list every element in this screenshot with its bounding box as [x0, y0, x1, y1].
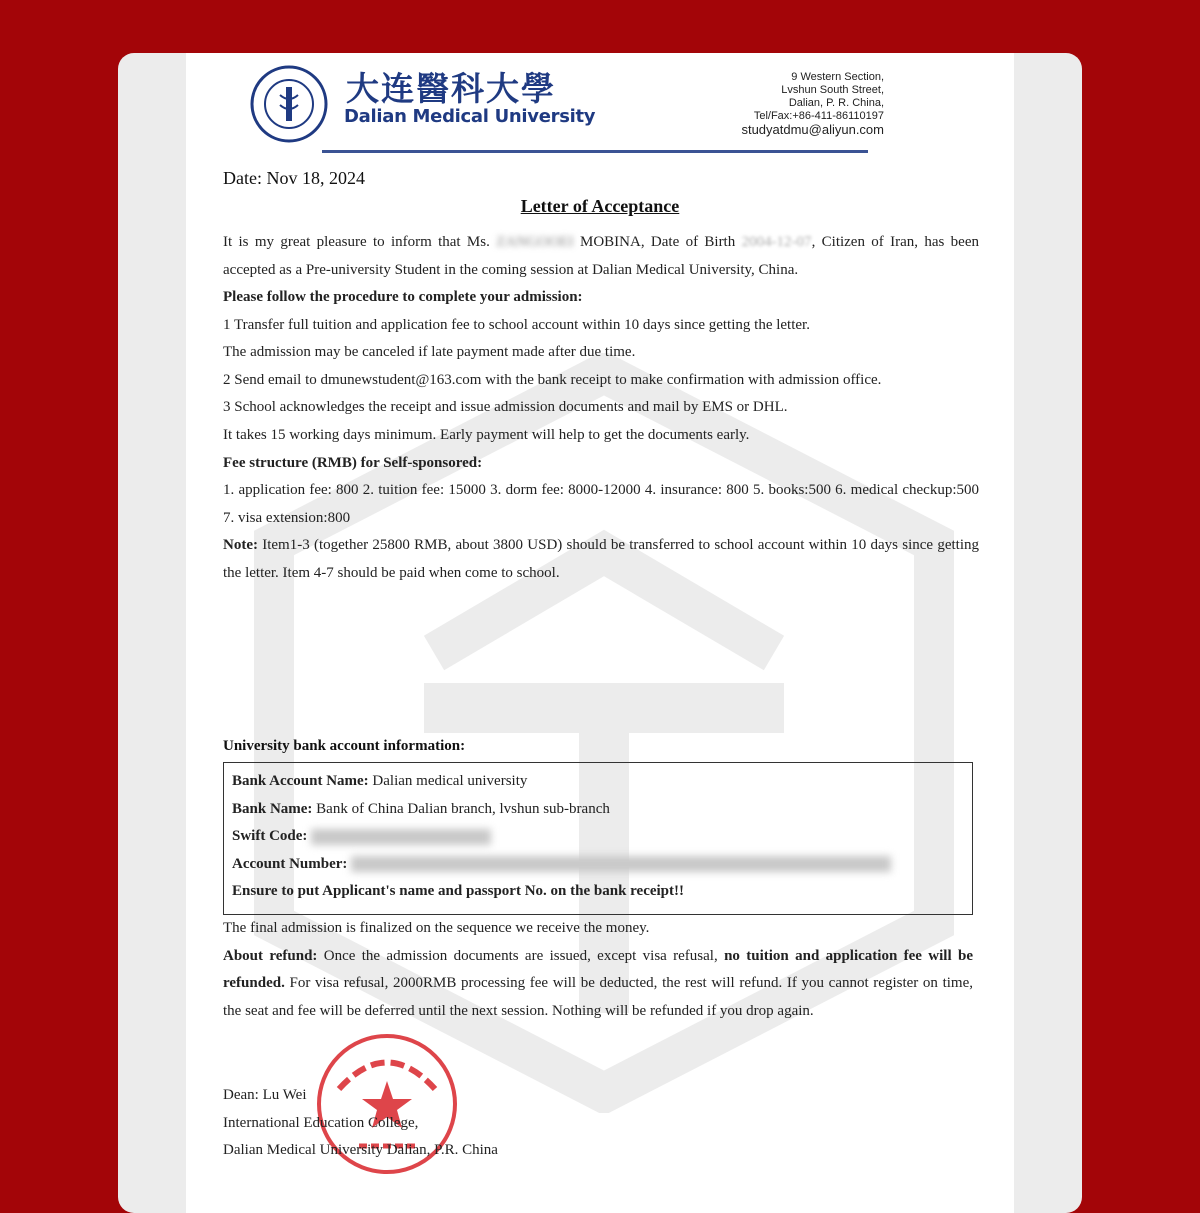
contact-email: studyatdmu@aliyun.com [741, 122, 884, 137]
redacted-swift-code [311, 829, 491, 845]
final-admission-line: The final admission is finalized on the sequence we receive the money. [223, 920, 650, 936]
account-number-row: Account Number: [232, 851, 964, 879]
redacted-surname: ZANGOOEI [496, 234, 574, 250]
payment-note: Note: Item1-3 (together 25800 RMB, about 3800 USD) should be transferred to school account within 10 days since getting the letter. Item 4-7 should be paid when come to school. [223, 537, 979, 581]
signature-block [223, 1082, 498, 1165]
address-line: 9 Western Section, [791, 71, 884, 83]
redacted-date-of-birth: 2004-12-07 [741, 234, 812, 250]
signatory-name: Dean: Lu Wei [223, 1087, 307, 1103]
bank-receipt-instruction: Ensure to put Applicant's name and passport No. on the bank receipt!! [232, 883, 685, 900]
signatory-college: International Education College, [223, 1114, 419, 1131]
signatory-university: Dalian Medical University Dalian, P.R. China [223, 1142, 498, 1159]
address-line: Lvshun South Street, [781, 84, 884, 96]
university-name-chinese: 大连醫科大學 [346, 69, 556, 108]
procedure-line: 2 Send email to dmunewstudent@163.com with the bank receipt to make confirmation with admission office. [223, 371, 882, 388]
letter-page [186, 53, 1014, 1213]
procedure-line: The admission may be canceled if late payment made after due time. [223, 344, 636, 361]
procedure-heading: Please follow the procedure to complete your admission: [223, 289, 583, 305]
fee-heading: Fee structure (RMB) for Self-sponsored: [223, 454, 483, 471]
address-line: Dalian, P. R. China, [788, 97, 884, 109]
university-seal-logo [250, 65, 328, 143]
procedure-line: 1 Transfer full tuition and application fee to school account within 10 days since getting the letter. [223, 316, 810, 333]
intro-paragraph: It is my great pleasure to inform that Ms. ZANGOOEI MOBINA, Date of Birth 2004-12-07, Citizen of Iran, has been accepted as a Pre-university Student in the coming session at Dalian Medical University, China. [223, 234, 979, 278]
university-address [741, 71, 884, 136]
procedure-line: 3 School acknowledges the receipt and issue admission documents and mail by EMS or DHL. [223, 399, 788, 416]
swift-code-row: Swift Code: [232, 823, 964, 851]
letter-date: Date: Nov 18, 2024 [223, 168, 365, 188]
refund-section [223, 915, 973, 1025]
procedure-line: It takes 15 working days minimum. Early payment will help to get the documents early. [223, 426, 750, 443]
refund-paragraph: About refund: Once the admission documents are issued, except visa refusal, no tuition and application fee will be refunded. For visa refusal, 2000RMB processing fee will be deducted, the rest will refund. If you cannot register on time, the seat and fee will be deferred until the next session. Nothing will be refunded if you drop again. [223, 947, 973, 1019]
address-line: Tel/Fax:+86-411-86110197 [753, 110, 884, 122]
letter-title: Letter of Acceptance [520, 196, 680, 216]
university-name-english: Dalian Medical University [344, 106, 596, 127]
redacted-account-number [351, 856, 891, 872]
bank-name-row: Bank Name: Bank of China Dalian branch, lvshun sub-branch [232, 800, 610, 817]
bank-info-heading: University bank account information: [223, 738, 466, 754]
fee-structure: 1. application fee: 800 2. tuition fee: 15000 3. dorm fee: 8000-12000 4. insurance: 800 5. books:500 6. medical checkup:500 7. visa extension:800 [223, 482, 979, 526]
bank-info-box [223, 762, 973, 915]
bank-account-name-row: Bank Account Name: Dalian medical university [232, 773, 528, 789]
procedure-section [223, 284, 979, 588]
document-card [118, 53, 1082, 1213]
header-divider [322, 150, 868, 153]
